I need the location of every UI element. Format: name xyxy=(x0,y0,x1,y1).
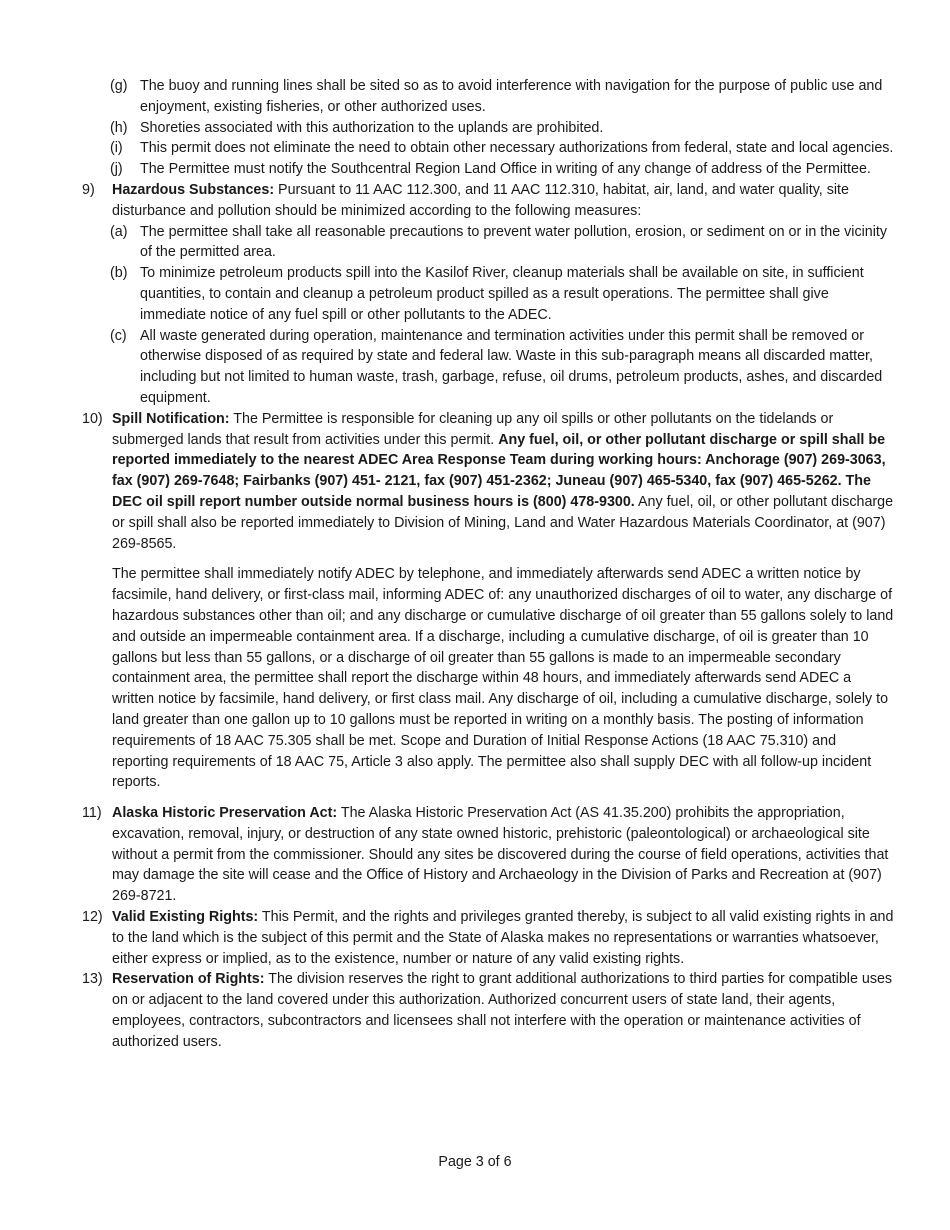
section-heading: Reservation of Rights: xyxy=(112,971,265,988)
section-text xyxy=(112,180,894,222)
item-text: To minimize petroleum products spill into the Kasilof River, cleanup materials shall be available on site, in sufficient quantities, to contain and cleanup a petroleum product spilled as a result operations. The permittee shall give immediate notice of any fuel spill or other pollutants to the ADEC. xyxy=(140,265,864,323)
item-label: (c) xyxy=(110,327,127,344)
item-text: The permittee shall take all reasonable precautions to prevent water pollution, erosion, or sediment on or in the vicinity of the permitted area. xyxy=(140,223,888,261)
section-text xyxy=(112,803,894,907)
section-body: This Permit, and the rights and privileges granted thereby, is subject to all valid existing rights in and to the land which is the subject of this permit and the State of Alaska makes no representations or warranties whatsoever, either express or implied, as to the existence, number or nature of any valid existing rights. xyxy=(112,909,894,967)
item-text: The buoy and running lines shall be sited so as to avoid interference with navigation for the purpose of public use and enjoyment, existing fisheries, or other authorized uses. xyxy=(140,78,883,115)
section-number: 11) xyxy=(82,805,102,822)
list-item xyxy=(0,263,950,325)
section-text xyxy=(112,409,894,555)
section-body: The Permittee is responsible for cleaning up any oil spills or other pollutants on the tidelands or submerged lands that result from activities under this permit. xyxy=(112,410,834,448)
section-body: The division reserves the right to grant additional authorizations to third parties for compatible uses on or adjacent to the land covered under this authorization. Authorized concurrent users of state land, their agents, employees, contractors, subcontractors and licensees shall not interfere with the operation or maintenance activities of authorized users. xyxy=(112,971,893,1050)
section-number: 9) xyxy=(82,181,95,198)
item-label: (j) xyxy=(110,161,123,178)
section-body-continued: Any fuel, oil, or other pollutant discharge or spill shall also be reported immediately to Division of Mining, Land and Water Hazardous Materials Coordinator, at (907) 269-8565. xyxy=(112,493,894,552)
section-text xyxy=(112,907,894,969)
item-label: (g) xyxy=(110,78,128,94)
section-body: Pursuant to 11 AAC 112.300, and 11 AAC 112.310, habitat, air, land, and water quality, site disturbance and pollution should be minimized according to the following measures: xyxy=(112,181,849,219)
section-heading: Valid Existing Rights: xyxy=(112,909,259,926)
item-text: This permit does not eliminate the need to obtain other necessary authorizations from federal, state and local agencies. xyxy=(140,140,894,157)
section-valid-existing-rights xyxy=(0,907,950,969)
item-label: (a) xyxy=(110,223,128,240)
list-item xyxy=(0,118,950,139)
section-text xyxy=(112,969,894,1052)
list-item xyxy=(0,138,950,159)
list-item xyxy=(0,326,950,409)
page-number: Page 3 of 6 xyxy=(438,1154,512,1170)
section-heading: Hazardous Substances: xyxy=(112,181,275,198)
item-label: (i) xyxy=(110,140,123,157)
document-page xyxy=(0,76,950,1053)
spill-contacts: Any fuel, oil, or other pollutant discharge or spill shall be reported immediately to the nearest ADEC Area Response Team during working hours: Anchorage (907) 269-3063, fax (907) 269-7648; Fairbanks (907) 451- 2121, fax (907) 451-2362; Juneau (907) 465-5340, fax (907) 465-5262. The DEC oil spill report number outside normal business hours is (800) 478-9300. xyxy=(112,431,886,510)
section-number: 12) xyxy=(82,909,103,926)
section-heading: Alaska Historic Preservation Act: xyxy=(112,805,338,822)
section-reservation-of-rights xyxy=(0,969,950,1052)
paragraph: The permittee shall immediately notify ADEC by telephone, and immediately afterwards send ADEC a written notice by facsimile, hand delivery, or first-class mail, informing ADEC of: any unauthorized discharges of oil to water, any discharge of hazardous substances other than oil; and any discharge or cumulative discharge of oil greater than 55 gallons solely to land and outside an impermeable containment area. If a discharge, including a cumulative discharge, of oil is greater than 10 gallons but less than 55 gallons, or a discharge of oil greater than 55 gallons is made to an impermeable secondary containment area, the permittee shall report the discharge within 48 hours, and immediately afterwards send ADEC a written notice by facsimile, hand delivery, or first class mail. Any discharge of oil, including a cumulative discharge, solely to land greater than one gallon up to 10 gallons must be reported in writing on a monthly basis. The posting of information requirements of 18 AAC 75.305 shall be met. Scope and Duration of Initial Response Actions (18 AAC 75.310) and reporting requirements of 18 AAC 75, Article 3 also apply. The permittee also shall supply DEC with all follow-up incident reports. xyxy=(112,566,894,791)
list-item xyxy=(0,222,950,264)
item-label: (h) xyxy=(110,119,128,136)
section-number: 10) xyxy=(82,410,103,427)
item-text: The Permittee must notify the Southcentral Region Land Office in writing of any change of address of the Permittee. xyxy=(140,161,871,178)
item-text: Shoreties associated with this authorization to the uplands are prohibited. xyxy=(140,119,604,136)
section-historic-preservation xyxy=(0,803,950,907)
list-item xyxy=(0,159,950,180)
section-heading: Spill Notification: xyxy=(112,410,230,427)
section-number: 13) xyxy=(82,971,103,988)
section-spill-notification xyxy=(0,409,950,555)
section-hazardous-substances xyxy=(0,180,950,222)
list-item xyxy=(0,76,950,118)
section-body: The Alaska Historic Preservation Act (AS 41.35.200) prohibits the appropriation, excavation, removal, injury, or destruction of any state owned historic, prehistoric (paleontological) or archaeological site without a permit from the commissioner. Should any sites be discovered during the course of field operations, activities that may damage the site will cease and the Office of History and Archaeology in the Division of Parks and Recreation at (907) 269-8721. xyxy=(112,805,889,905)
item-label: (b) xyxy=(110,265,128,282)
item-text: All waste generated during operation, maintenance and termination activities under this permit shall be removed or otherwise disposed of as required by state and federal law. Waste in this sub-paragraph means all discarded matter, including but not limited to human waste, trash, garbage, refuse, oil drums, petroleum products, ashes, and discarded equipment. xyxy=(140,327,883,406)
